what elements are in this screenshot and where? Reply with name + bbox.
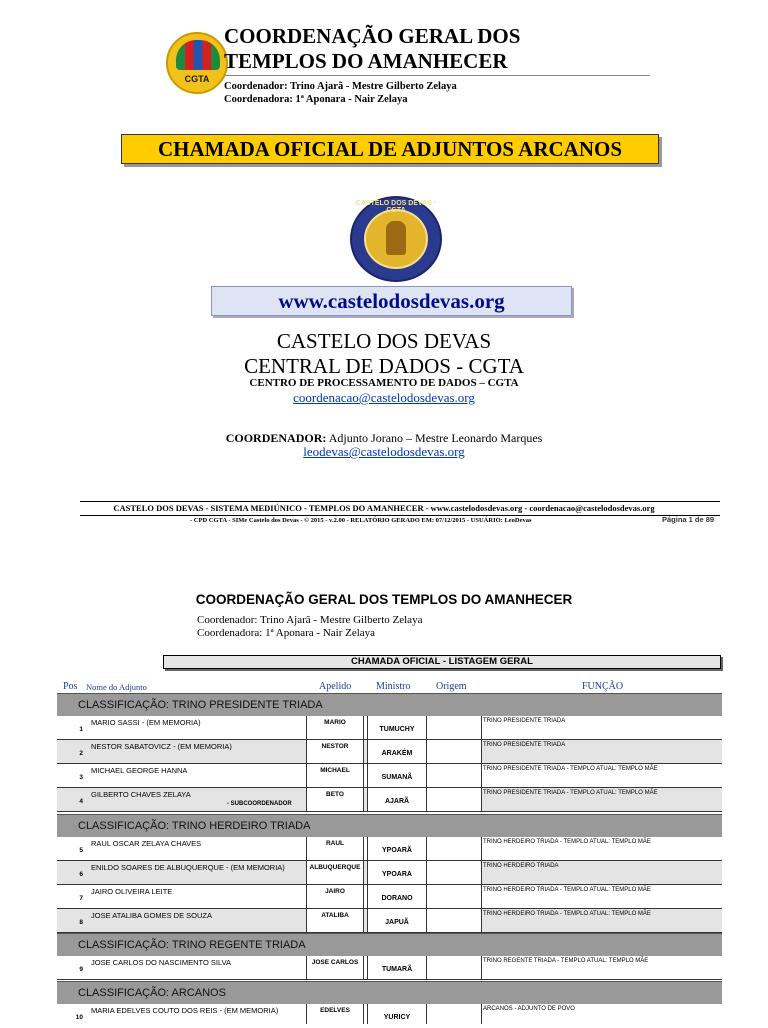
footer-line1: CASTELO DOS DEVAS - SISTEMA MEDIÚNICO - TEMPLOS DO AMANHECER - www.castelodosdevas.org - coordenacao@castelodosdevas.org — [113, 503, 655, 513]
header-divider — [224, 75, 650, 76]
row-ministro: TUMARÃ — [367, 956, 427, 979]
row-origem — [427, 861, 482, 884]
row-pos: 2 — [79, 750, 83, 757]
table-row — [57, 837, 722, 861]
row-nome: NESTOR SABATOVICZ - (EM MEMORIA) — [91, 742, 232, 751]
table-row — [57, 788, 722, 812]
row-nome: MICHAEL GEORGE HANNA — [91, 766, 188, 775]
row-funcao: ARCANOS - ADJUNTO DE POVO — [483, 1006, 575, 1012]
chamada-banner: CHAMADA OFICIAL DE ADJUNTOS ARCANOS — [121, 134, 659, 164]
col-origem: Origem — [436, 681, 467, 692]
header-title — [224, 24, 520, 74]
row-apelido: RAUL — [306, 837, 364, 860]
seal-text: CASTELO DOS DEVAS · CGTA — [355, 200, 437, 214]
row-funcao: TRINO HERDEIRO TRIADA - TEMPLO ATUAL: TEMPLO MÃE — [483, 839, 651, 845]
seal-inner-icon — [364, 209, 428, 269]
row-nome: JAIRO OLIVEIRA LEITE — [91, 887, 173, 896]
list-coordenadora: Coordenadora: 1ª Aponara - Nair Zelaya — [197, 627, 376, 639]
row-pos: 6 — [79, 871, 83, 878]
row-ministro: JAPUÃ — [367, 909, 427, 932]
footer-top-rule — [80, 501, 720, 502]
table-row — [57, 716, 722, 740]
row-origem — [427, 909, 482, 932]
org-coord-label: COORDENADOR: — [225, 431, 327, 445]
row-apelido: ALBUQUERQUE — [306, 861, 364, 884]
org-line1: CASTELO DOS DEVAS — [276, 329, 492, 353]
row-ministro: YPOARÃ — [367, 837, 427, 860]
row-pos: 5 — [79, 847, 83, 854]
col-nome: Nome do Adjunto — [86, 682, 147, 692]
row-apelido: JOSE CARLOS — [306, 956, 364, 979]
row-ministro: SUMANÃ — [367, 764, 427, 787]
table-row — [57, 740, 722, 764]
col-pos: Pos — [63, 681, 78, 692]
classification-header: CLASSIFICAÇÃO: TRINO PRESIDENTE TRIADA — [57, 693, 722, 716]
header-title-line2: TEMPLOS DO AMANHECER — [224, 49, 508, 73]
row-funcao: TRINO PRESIDENTE TRIADA - TEMPLO ATUAL: TEMPLO MÃE — [483, 766, 658, 772]
row-origem — [427, 837, 482, 860]
row-funcao: TRINO PRESIDENTE TRIADA — [483, 718, 566, 724]
row-apelido: JAIRO — [306, 885, 364, 908]
row-funcao: TRINO HERDEIRO TRIADA — [483, 863, 559, 869]
row-ministro: YURICY — [367, 1004, 427, 1024]
website-link[interactable]: www.castelodosdevas.org — [211, 286, 572, 316]
row-pos: 3 — [79, 774, 83, 781]
org-coord-value: Adjunto Jorano – Mestre Leonardo Marques — [326, 431, 543, 445]
table-row — [57, 764, 722, 788]
row-funcao: TRINO HERDEIRO TRIADA - TEMPLO ATUAL: TEMPLO MÃE — [483, 911, 651, 917]
row-ministro: TUMUCHY — [367, 716, 427, 739]
row-pos: 9 — [79, 966, 83, 973]
classification-header: CLASSIFICAÇÃO: ARCANOS — [57, 981, 722, 1004]
row-pos: 1 — [79, 726, 83, 733]
page-number: Página 1 de 89 — [662, 515, 715, 524]
row-nome: JOSE ATALIBA GOMES DE SOUZA — [91, 911, 213, 920]
row-nome: MARIO SASSI - (EM MEMORIA) — [91, 718, 201, 727]
row-origem — [427, 716, 482, 739]
row-origem — [427, 1004, 482, 1024]
col-apelido: Apelido — [319, 681, 352, 692]
table-row — [57, 956, 722, 980]
row-apelido: EDELVES — [306, 1004, 364, 1024]
row-apelido: BETO — [306, 788, 364, 811]
row-funcao: TRINO PRESIDENTE TRIADA — [483, 742, 566, 748]
footer-bottom-rule — [80, 515, 720, 516]
row-origem — [427, 740, 482, 763]
cgta-logo — [166, 32, 228, 94]
row-apelido: ATALIBA — [306, 909, 364, 932]
table-row — [57, 861, 722, 885]
row-pos: 4 — [79, 798, 83, 805]
header-coordenador: Coordenador: Trino Ajarã - Mestre Gilberto Zelaya — [224, 81, 457, 92]
row-apelido: NESTOR — [306, 740, 364, 763]
row-apelido: MARIO — [306, 716, 364, 739]
row-funcao: TRINO HERDEIRO TRIADA - TEMPLO ATUAL: TEMPLO MÃE — [483, 887, 651, 893]
row-nome: ENILDO SOARES DE ALBUQUERQUE - (EM MEMORIA) — [91, 863, 285, 872]
row-pos: 8 — [79, 919, 83, 926]
row-nome: GILBERTO CHAVES ZELAYA — [91, 790, 191, 799]
row-pos: 7 — [79, 895, 83, 902]
col-ministro: Ministro — [376, 681, 411, 692]
table-row — [57, 909, 722, 933]
logo-emblem-icon — [176, 40, 220, 70]
classification-header: CLASSIFICAÇÃO: TRINO HERDEIRO TRIADA — [57, 814, 722, 837]
table-row — [57, 1004, 722, 1028]
row-pos: 10 — [75, 1014, 83, 1021]
header-coordenadora: Coordenadora: 1ª Aponara - Nair Zelaya — [224, 94, 408, 105]
row-ministro: AJARÃ — [367, 788, 427, 811]
logo-text: CGTA — [184, 74, 210, 84]
email-leodevas-link[interactable]: leodevas@castelodosdevas.org — [303, 444, 465, 459]
row-ministro: DORANO — [367, 885, 427, 908]
classification-header: CLASSIFICAÇÃO: TRINO REGENTE TRIADA — [57, 933, 722, 956]
seal-figure-icon — [386, 221, 406, 255]
row-apelido: MICHAEL — [306, 764, 364, 787]
email-coordenacao-link[interactable]: coordenacao@castelodosdevas.org — [293, 390, 475, 405]
row-nome: RAUL OSCAR ZELAYA CHAVES — [91, 839, 202, 848]
row-origem — [427, 764, 482, 787]
row-nome: JOSE CARLOS DO NASCIMENTO SILVA — [91, 958, 232, 967]
listagem-bar: CHAMADA OFICIAL - LISTAGEM GERAL — [163, 655, 721, 669]
org-line2: CENTRAL DE DADOS - CGTA — [244, 354, 524, 378]
header-title-line1: COORDENAÇÃO GERAL DOS — [224, 24, 521, 48]
row-subtitle: - SUBCOORDENADOR — [227, 801, 292, 807]
table-row — [57, 885, 722, 909]
row-ministro: ARAKÉM — [367, 740, 427, 763]
row-origem — [427, 788, 482, 811]
footer-line2: - CPD CGTA - SIMe Castelo dos Devas - © 2015 - v.2.00 - RELATÓRIO GERADO EM: 07/12/2015 - USUÁRIO: LeoDevas — [190, 517, 532, 524]
row-nome: MARIA EDELVES COUTO DOS REIS - (EM MEMORIA) — [91, 1006, 279, 1015]
col-funcao: FUNÇÃO — [582, 681, 624, 692]
row-ministro: YPOARA — [367, 861, 427, 884]
list-title: COORDENAÇÃO GERAL DOS TEMPLOS DO AMANHECER — [195, 592, 573, 607]
row-funcao: TRINO REGENTE TRIADA - TEMPLO ATUAL: TEMPLO MÃE — [483, 958, 649, 964]
row-origem — [427, 885, 482, 908]
org-line3: CENTRO DE PROCESSAMENTO DE DADOS – CGTA — [249, 377, 519, 389]
castelo-seal — [350, 196, 442, 282]
row-origem — [427, 956, 482, 979]
row-funcao: TRINO PRESIDENTE TRIADA - TEMPLO ATUAL: TEMPLO MÃE — [483, 790, 658, 796]
list-coordenador: Coordenador: Trino Ajarã - Mestre Gilberto Zelaya — [197, 614, 423, 626]
